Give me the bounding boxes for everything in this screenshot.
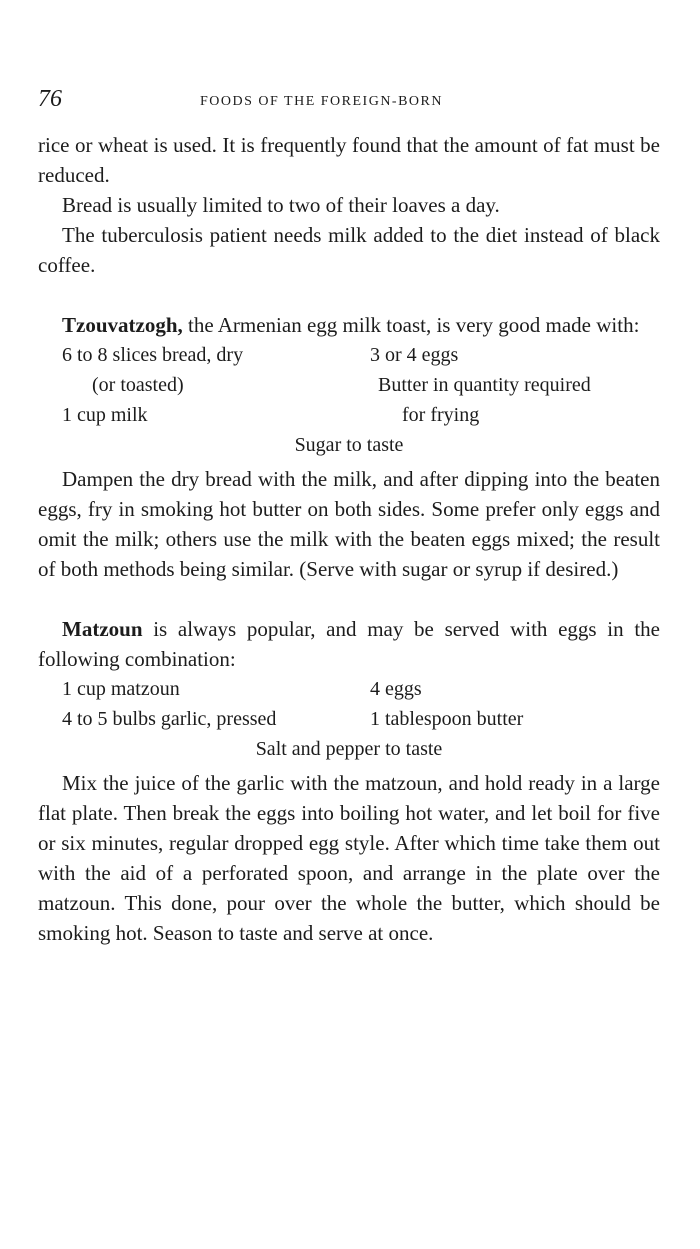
ingredient-item: 3 or 4 eggs: [370, 344, 459, 366]
page-number: 76: [38, 86, 62, 112]
ingredient-row: [38, 340, 660, 370]
running-head: [38, 86, 660, 118]
recipe-2-intro: [38, 614, 660, 674]
ingredient-item: 1 cup milk: [62, 404, 148, 426]
ingredient-row: [38, 674, 660, 704]
recipe-1-lead: the Armenian egg milk toast, is very good made with:: [182, 313, 640, 337]
intro-paragraph-3: The tuberculosis patient needs milk added to the diet instead of black coffee.: [38, 223, 660, 277]
recipe-2-lead: is always popular, and may be served with eggs in the following combination:: [38, 617, 660, 671]
ingredient-item-continued: for frying: [402, 404, 480, 426]
recipe-1-method: Dampen the dry bread with the milk, and after dipping into the beaten eggs, fry in smoking hot butter on both sides. Some prefer only eggs and omit the milk; others use the milk with the beaten eggs mixed; the result of both methods being similar. (Serve with sugar or syrup if desired.): [38, 467, 660, 581]
ingredient-item: 4 eggs: [370, 678, 422, 700]
recipe-2-method: Mix the juice of the garlic with the matzoun, and hold ready in a large flat plate. Then break the eggs into boiling hot water, and let boil for five or six minutes, regular dropped egg style. After which time take them out with the aid of a perforated spoon, and arrange in the plate over the matzoun. This done, pour over the whole the butter, which should be smoking hot. Season to taste and serve at once.: [38, 771, 660, 945]
ingredient-item: 4 to 5 bulbs garlic, pressed: [62, 708, 277, 730]
ingredient-item: 1 cup matzoun: [62, 678, 180, 700]
recipe-1-name: Tzouvatzogh,: [62, 313, 183, 337]
ingredient-row-centered: Salt and pepper to taste: [255, 738, 443, 760]
recipe-1-ingredients: [38, 340, 660, 460]
ingredient-row-centered: Sugar to taste: [294, 434, 404, 456]
page-body: [38, 130, 660, 948]
ingredient-item: 6 to 8 slices bread, dry: [62, 344, 244, 366]
ingredient-item: 1 tablespoon butter: [370, 708, 524, 730]
ingredient-row: [38, 370, 660, 400]
recipe-2-name: Matzoun: [62, 617, 143, 641]
intro-paragraph-1: rice or wheat is used. It is frequently found that the amount of fat must be reduced.: [38, 133, 660, 187]
ingredient-item-continued: (or toasted): [92, 374, 184, 396]
ingredient-item: Butter in quantity required: [378, 374, 591, 396]
ingredient-row: [38, 400, 660, 430]
intro-paragraph-2: Bread is usually limited to two of their loaves a day.: [62, 193, 500, 217]
running-title: FOODS OF THE FOREIGN-BORN: [200, 94, 443, 109]
recipe-2-ingredients: [38, 674, 660, 764]
recipe-1-intro: [38, 310, 660, 340]
ingredient-row: [38, 704, 660, 734]
